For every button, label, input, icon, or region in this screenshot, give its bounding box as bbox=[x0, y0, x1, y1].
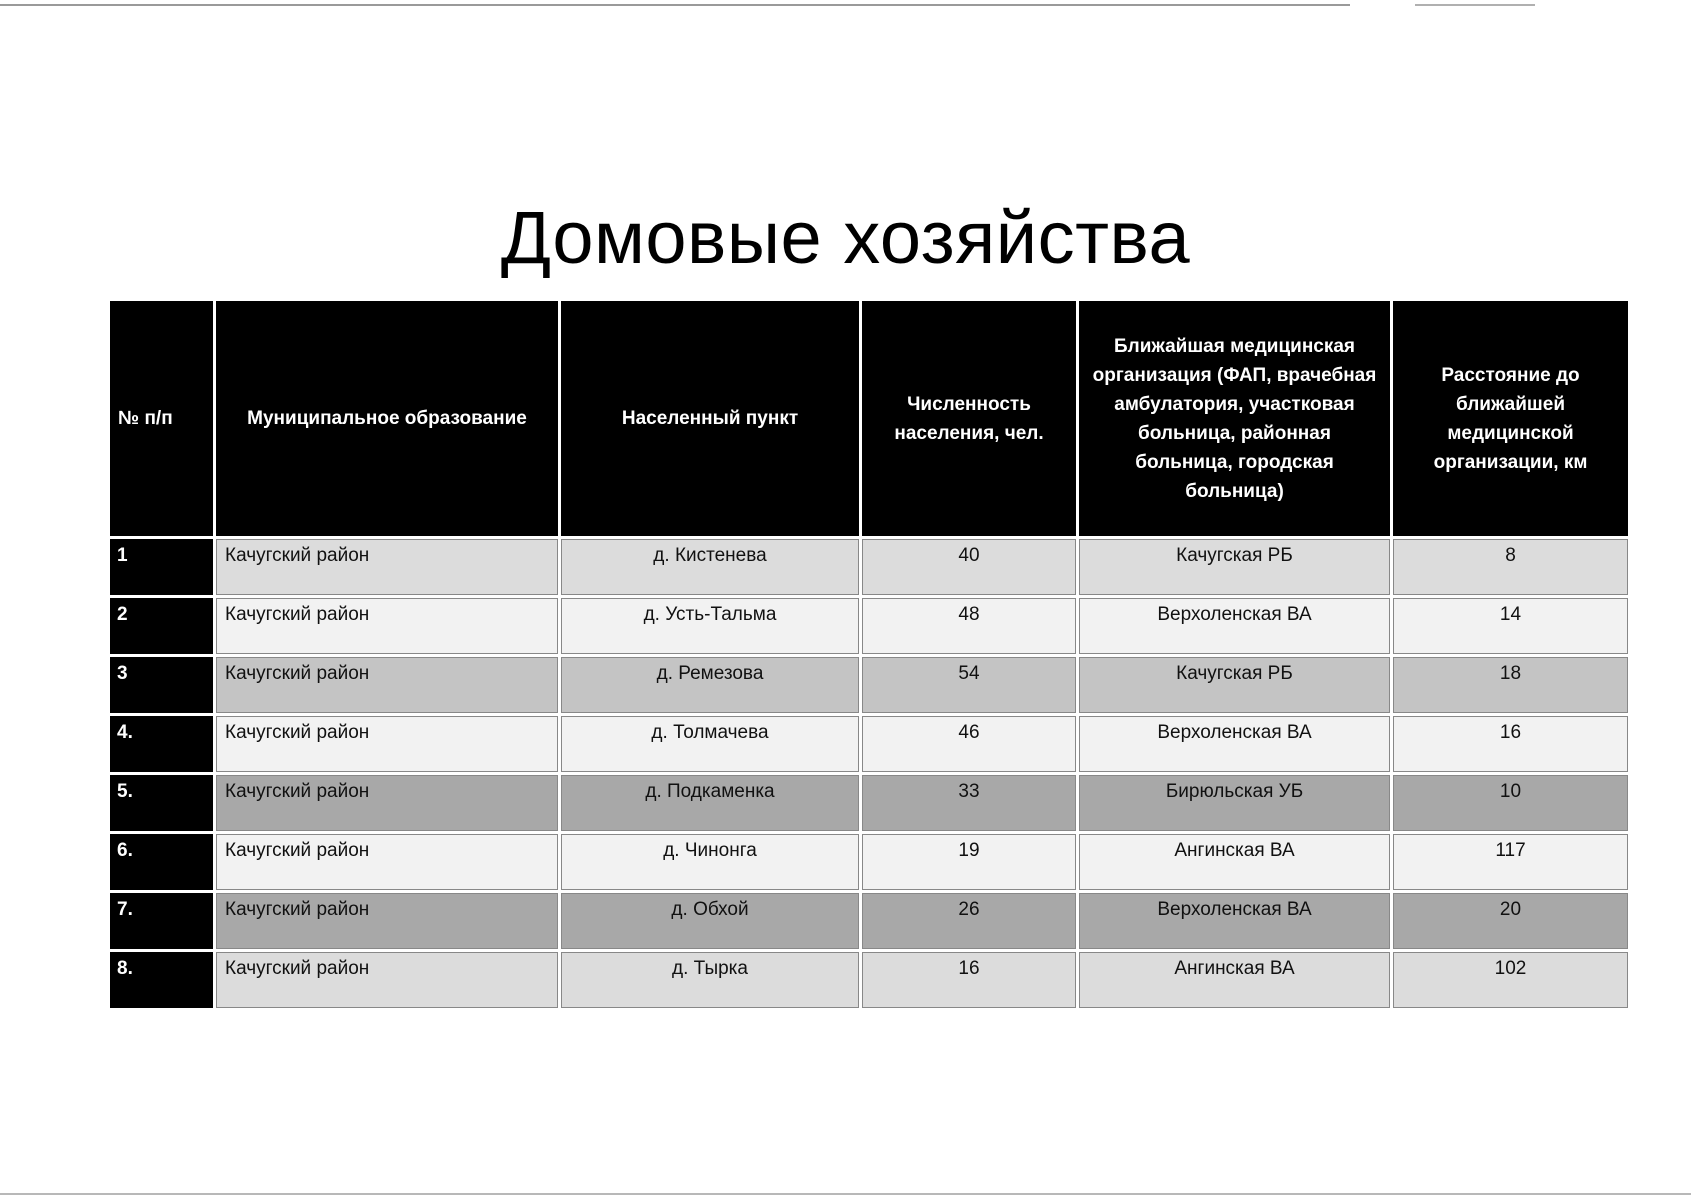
cell-distance: 18 bbox=[1393, 657, 1628, 713]
cell-municipality: Качугский район bbox=[216, 716, 558, 772]
table-row bbox=[110, 598, 1628, 654]
page-title: Домовые хозяйства bbox=[500, 196, 1191, 279]
table-row bbox=[110, 539, 1628, 595]
cell-organization: Ангинская ВА bbox=[1079, 952, 1390, 1008]
cell-settlement: д. Толмачева bbox=[561, 716, 859, 772]
row-number: 7. bbox=[110, 893, 213, 949]
cell-organization: Верхоленская ВА bbox=[1079, 598, 1390, 654]
cell-municipality: Качугский район bbox=[216, 775, 558, 831]
cell-organization: Качугская РБ bbox=[1079, 657, 1390, 713]
row-number: 5. bbox=[110, 775, 213, 831]
cell-municipality: Качугский район bbox=[216, 893, 558, 949]
row-number: 8. bbox=[110, 952, 213, 1008]
cell-population: 19 bbox=[862, 834, 1076, 890]
table-header-row bbox=[110, 301, 1628, 536]
cell-distance: 20 bbox=[1393, 893, 1628, 949]
cell-organization: Ангинская ВА bbox=[1079, 834, 1390, 890]
cell-organization: Бирюльская УБ bbox=[1079, 775, 1390, 831]
cell-settlement: д. Тырка bbox=[561, 952, 859, 1008]
header-municipality: Муниципальное образование bbox=[216, 301, 558, 536]
table-row bbox=[110, 775, 1628, 831]
cell-distance: 16 bbox=[1393, 716, 1628, 772]
table-row bbox=[110, 952, 1628, 1008]
cell-population: 46 bbox=[862, 716, 1076, 772]
households-table-container bbox=[110, 301, 1625, 1008]
scan-edge-bottom bbox=[0, 1193, 1691, 1195]
cell-population: 48 bbox=[862, 598, 1076, 654]
cell-distance: 117 bbox=[1393, 834, 1628, 890]
cell-organization: Верхоленская ВА bbox=[1079, 893, 1390, 949]
cell-population: 54 bbox=[862, 657, 1076, 713]
cell-settlement: д. Ремезова bbox=[561, 657, 859, 713]
cell-settlement: д. Кистенева bbox=[561, 539, 859, 595]
cell-municipality: Качугский район bbox=[216, 657, 558, 713]
cell-organization: Качугская РБ bbox=[1079, 539, 1390, 595]
row-number: 4. bbox=[110, 716, 213, 772]
cell-organization: Верхоленская ВА bbox=[1079, 716, 1390, 772]
cell-settlement: д. Подкаменка bbox=[561, 775, 859, 831]
scan-edge-top bbox=[0, 4, 1350, 6]
row-number: 6. bbox=[110, 834, 213, 890]
header-settlement: Населенный пункт bbox=[561, 301, 859, 536]
cell-population: 16 bbox=[862, 952, 1076, 1008]
cell-population: 40 bbox=[862, 539, 1076, 595]
row-number: 2 bbox=[110, 598, 213, 654]
cell-distance: 14 bbox=[1393, 598, 1628, 654]
row-number: 3 bbox=[110, 657, 213, 713]
cell-municipality: Качугский район bbox=[216, 598, 558, 654]
row-number: 1 bbox=[110, 539, 213, 595]
cell-population: 33 bbox=[862, 775, 1076, 831]
cell-distance: 8 bbox=[1393, 539, 1628, 595]
table-row bbox=[110, 893, 1628, 949]
cell-municipality: Качугский район bbox=[216, 952, 558, 1008]
cell-settlement: д. Усть-Тальма bbox=[561, 598, 859, 654]
scan-edge-top-right bbox=[1415, 4, 1535, 6]
header-distance: Расстояние до ближайшей медицинской организации, км bbox=[1393, 301, 1628, 536]
table-row bbox=[110, 716, 1628, 772]
table-row bbox=[110, 834, 1628, 890]
cell-municipality: Качугский район bbox=[216, 539, 558, 595]
header-medical-organization: Ближайшая медицинская организация (ФАП, врачебная амбулатория, участковая больница, районная больница, городская больница) bbox=[1079, 301, 1390, 536]
cell-settlement: д. Обхой bbox=[561, 893, 859, 949]
header-number: № п/п bbox=[110, 301, 213, 536]
cell-distance: 10 bbox=[1393, 775, 1628, 831]
table-row bbox=[110, 657, 1628, 713]
cell-distance: 102 bbox=[1393, 952, 1628, 1008]
households-table bbox=[107, 298, 1631, 1011]
header-population: Численность населения, чел. bbox=[862, 301, 1076, 536]
cell-population: 26 bbox=[862, 893, 1076, 949]
cell-settlement: д. Чинонга bbox=[561, 834, 859, 890]
cell-municipality: Качугский район bbox=[216, 834, 558, 890]
